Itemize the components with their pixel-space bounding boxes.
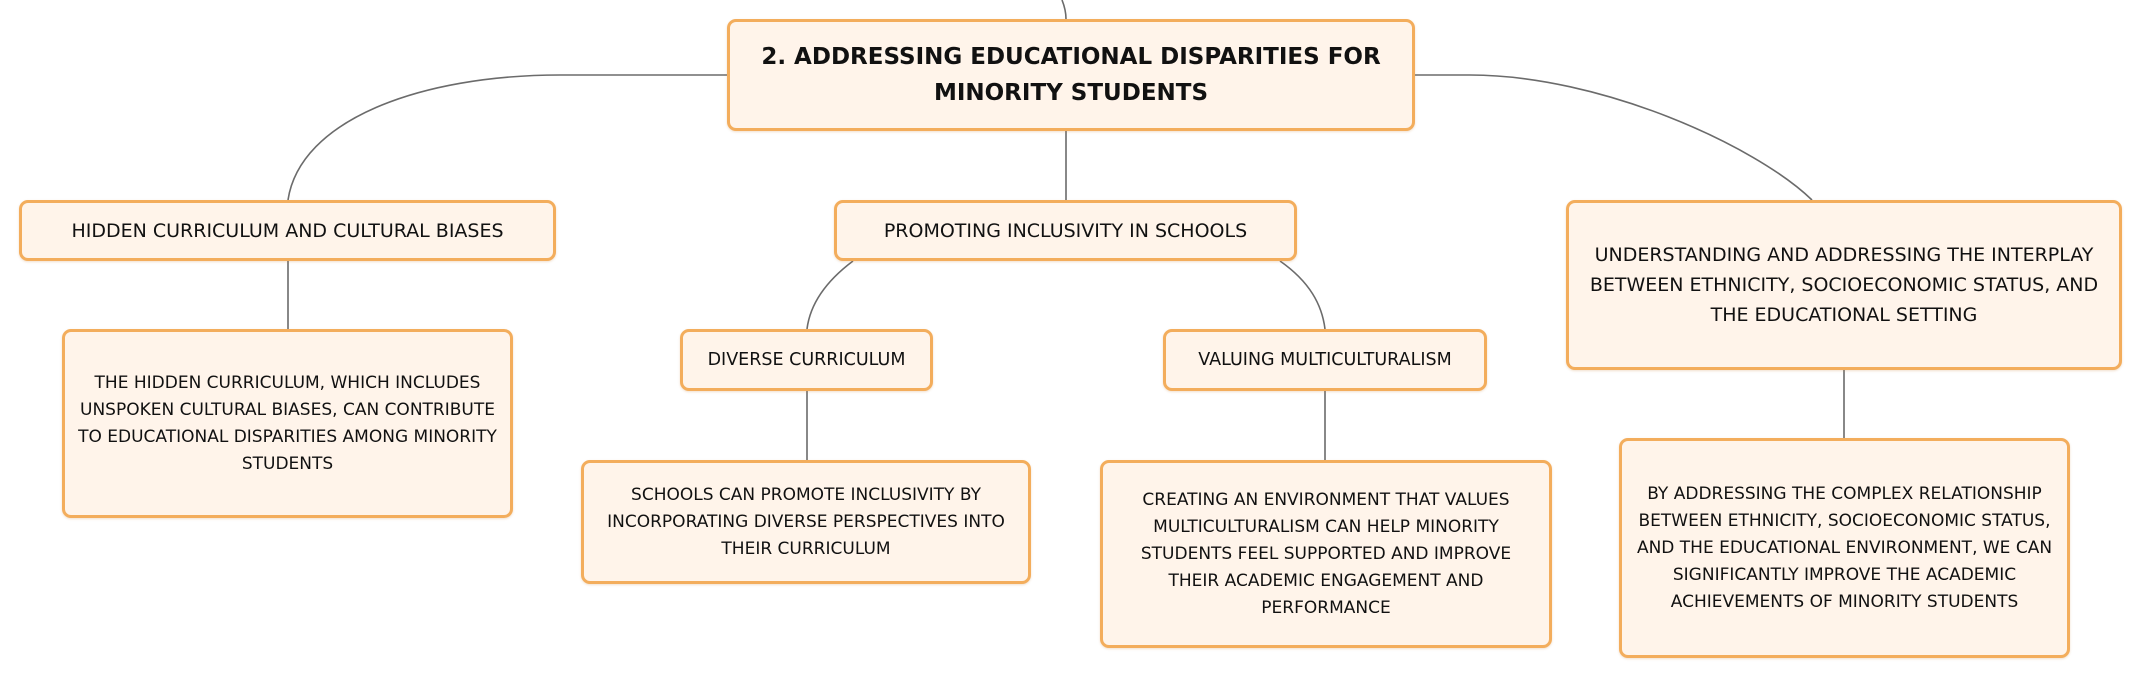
detail-hidden-curriculum-text: THE HIDDEN CURRICULUM, WHICH INCLUDES UNSPOKEN CULTURAL BIASES, CAN CONTRIBUTE TO EDUCATIONAL DISPARITIES AMONG MINORITY STUDENTS: [78, 372, 497, 474]
detail-hidden-curriculum[interactable]: [62, 329, 513, 518]
subtopic-valuing-multiculturalism-label: VALUING MULTICULTURALISM: [1198, 349, 1452, 370]
connector-root-interplay: [1415, 75, 1812, 200]
detail-interplay-text: BY ADDRESSING THE COMPLEX RELATIONSHIP BETWEEN ETHNICITY, SOCIOECONOMIC STATUS, AND THE EDUCATIONAL ENVIRONMENT, WE CAN SIGNIFICANTLY IMPROVE THE ACADEMIC ACHIEVEMENTS OF MINORITY STUDENTS: [1636, 483, 2053, 612]
topic-hidden-curriculum[interactable]: [19, 200, 556, 261]
topic-interplay-label: UNDERSTANDING AND ADDRESSING THE INTERPLAY BETWEEN ETHNICITY, SOCIOECONOMIC STATUS, AND THE EDUCATIONAL SETTING: [1589, 244, 2099, 326]
subtopic-diverse-curriculum-label: DIVERSE CURRICULUM: [707, 349, 906, 370]
topic-interplay[interactable]: [1566, 200, 2122, 370]
root-topic-title: 2. ADDRESSING EDUCATIONAL DISPARITIES FOR MINORITY STUDENTS: [761, 44, 1381, 106]
connector-promoting-diverse: [807, 261, 853, 329]
connector-root-hidden: [288, 75, 727, 200]
subtopic-diverse-curriculum[interactable]: [680, 329, 933, 391]
topic-hidden-curriculum-label: HIDDEN CURRICULUM AND CULTURAL BIASES: [71, 219, 504, 242]
subtopic-valuing-multiculturalism[interactable]: [1163, 329, 1487, 391]
topic-promoting-inclusivity-label: PROMOTING INCLUSIVITY IN SCHOOLS: [883, 219, 1248, 242]
root-topic-node[interactable]: [727, 19, 1415, 131]
detail-diverse-curriculum-text: SCHOOLS CAN PROMOTE INCLUSIVITY BY INCORPORATING DIVERSE PERSPECTIVES INTO THEIR CURRICULUM: [607, 484, 1005, 559]
connector-incoming-root: [1062, 0, 1066, 19]
detail-valuing-multiculturalism[interactable]: [1100, 460, 1552, 648]
detail-valuing-multiculturalism-text: CREATING AN ENVIRONMENT THAT VALUES MULTICULTURALISM CAN HELP MINORITY STUDENTS FEEL SUPPORTED AND IMPROVE THEIR ACADEMIC ENGAGEMENT AND PERFORMANCE: [1140, 489, 1512, 618]
connector-promoting-multicultural: [1280, 261, 1325, 329]
detail-interplay[interactable]: [1619, 438, 2070, 658]
detail-diverse-curriculum[interactable]: [581, 460, 1031, 584]
topic-promoting-inclusivity[interactable]: [834, 200, 1297, 261]
